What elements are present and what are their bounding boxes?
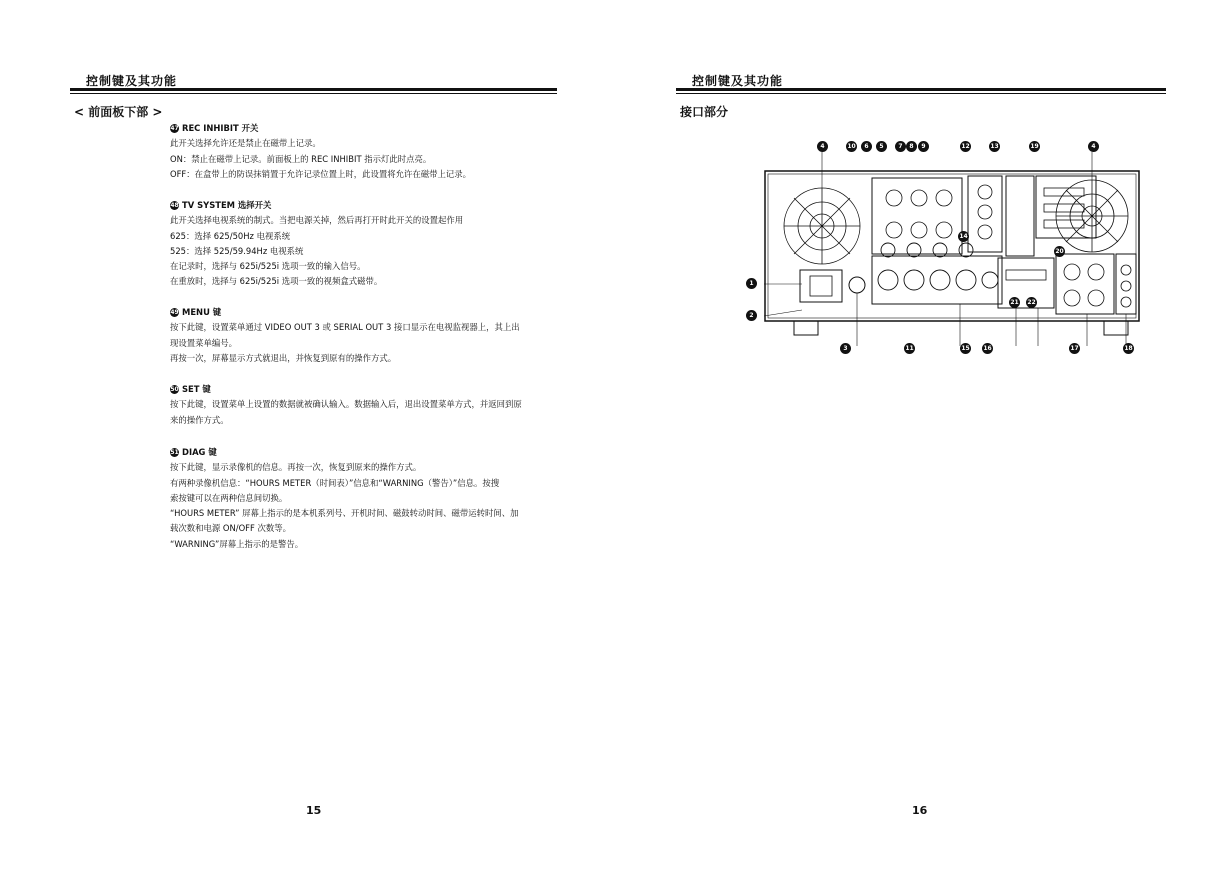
section-title-text: SET 键 <box>182 384 211 394</box>
callout-number: 4 <box>1088 141 1099 152</box>
callout-number: 6 <box>861 141 872 152</box>
body-line: 625：选择 625/50Hz 电视系统 <box>170 230 291 241</box>
page-header: 控制键及其功能 <box>692 74 784 88</box>
header-rule <box>70 88 557 91</box>
body-line: 按下此键，显示录像机的信息。再按一次，恢复到原来的操作方式。 <box>170 462 422 473</box>
section-subheading: 接口部分 <box>680 105 729 119</box>
callout-number: 18 <box>1124 345 1133 352</box>
callout-number: 10 <box>847 143 856 150</box>
body-line: 525：选择 525/59.94Hz 电视系统 <box>170 245 304 256</box>
callout-number: 17 <box>1070 345 1079 352</box>
body-line: “HOURS METER” 屏幕上指示的是本机系列号、开机时间、磁鼓转动时间、磁带运转时间、加 <box>170 508 519 519</box>
callout-number: 13 <box>990 143 999 150</box>
control-section <box>170 121 570 182</box>
body-line: “WARNING”屏幕上指示的是警告。 <box>170 538 304 549</box>
header-rule-thin <box>676 93 1166 94</box>
body-line: 再按一次，屏幕显示方式就退出，并恢复到原有的操作方式。 <box>170 352 397 363</box>
section-title <box>170 198 570 213</box>
callout-number: 3 <box>840 343 851 354</box>
item-number-badge: 47 <box>170 125 179 132</box>
body-line: OFF：在盒带上的防误抹销置于允许记录位置上时，此设置将允许在磁带上记录。 <box>170 168 471 179</box>
callout-number: 12 <box>961 143 970 150</box>
right-page <box>614 0 1228 869</box>
rear-panel-diagram <box>754 138 1154 363</box>
section-title <box>170 445 570 460</box>
header-rule-thin <box>70 93 557 94</box>
callout-number: 20 <box>1055 248 1064 255</box>
body-line: 有两种录像机信息：“HOURS METER（时间表）”信息和“WARNING（警告）”信息。按搜 <box>170 477 500 488</box>
body-line: ON：禁止在磁带上记录。前面板上的 REC INHIBIT 指示灯此时点亮。 <box>170 153 432 164</box>
control-section <box>170 305 570 366</box>
body-line: 此开关选择允许还是禁止在磁带上记录。 <box>170 138 321 149</box>
section-title <box>170 121 570 136</box>
callout-number: 9 <box>918 141 929 152</box>
item-number-badge: 49 <box>170 309 179 316</box>
callout-number: 21 <box>1010 299 1019 306</box>
callout-number: 15 <box>961 345 970 352</box>
section-title-text: MENU 键 <box>182 307 222 317</box>
page-header: 控制键及其功能 <box>86 74 178 88</box>
callout-number: 22 <box>1027 299 1036 306</box>
item-number-badge: 48 <box>170 202 179 209</box>
item-number-badge: 51 <box>170 449 179 456</box>
callout-number: 4 <box>817 141 828 152</box>
page-number: 15 <box>306 804 322 817</box>
callout-number: 8 <box>906 141 917 152</box>
body-line: 现设置菜单编号。 <box>170 337 237 348</box>
callout-number: 16 <box>983 345 992 352</box>
body-line: 在重放时，选择与 625i/525i 选项一致的视频盒式磁带。 <box>170 276 383 287</box>
section-title-text: TV SYSTEM 选择开关 <box>182 200 272 210</box>
body-line: 按下此键，设置菜单通过 VIDEO OUT 3 或 SERIAL OUT 3 接口显示在电视监视器上，其上出 <box>170 322 520 333</box>
callout-number: 19 <box>1030 143 1039 150</box>
callout-number: 14 <box>959 233 968 240</box>
body-line: 此开关选择电视系统的制式。当把电源关掉，然后再打开时此开关的设置起作用 <box>170 215 464 226</box>
control-section <box>170 198 570 290</box>
body-line: 按下此键，设置菜单上设置的数据就被确认输入。数据输入后，退出设置菜单方式，并返回到原 <box>170 399 522 410</box>
section-title <box>170 382 570 397</box>
header-rule <box>676 88 1166 91</box>
section-title-text: REC INHIBIT 开关 <box>182 123 259 133</box>
body-line: 索按键可以在两种信息间切换。 <box>170 492 288 503</box>
callout-number: 7 <box>895 141 906 152</box>
section-subheading: < 前面板下部 > <box>74 105 163 119</box>
control-section <box>170 382 570 428</box>
callout-number: 11 <box>905 345 914 352</box>
section-title-text: DIAG 键 <box>182 447 217 457</box>
callout-number: 2 <box>746 310 757 321</box>
callout-number: 5 <box>876 141 887 152</box>
body-line: 在记录时，选择与 625i/525i 选项一致的输入信号。 <box>170 261 366 272</box>
page-number: 16 <box>912 804 928 817</box>
body-line: 载次数和电源 ON/OFF 次数等。 <box>170 523 291 534</box>
section-title <box>170 305 570 320</box>
body-line: 来的操作方式。 <box>170 414 229 425</box>
item-number-badge: 50 <box>170 386 179 393</box>
control-section <box>170 445 570 552</box>
callout-number: 1 <box>746 278 757 289</box>
